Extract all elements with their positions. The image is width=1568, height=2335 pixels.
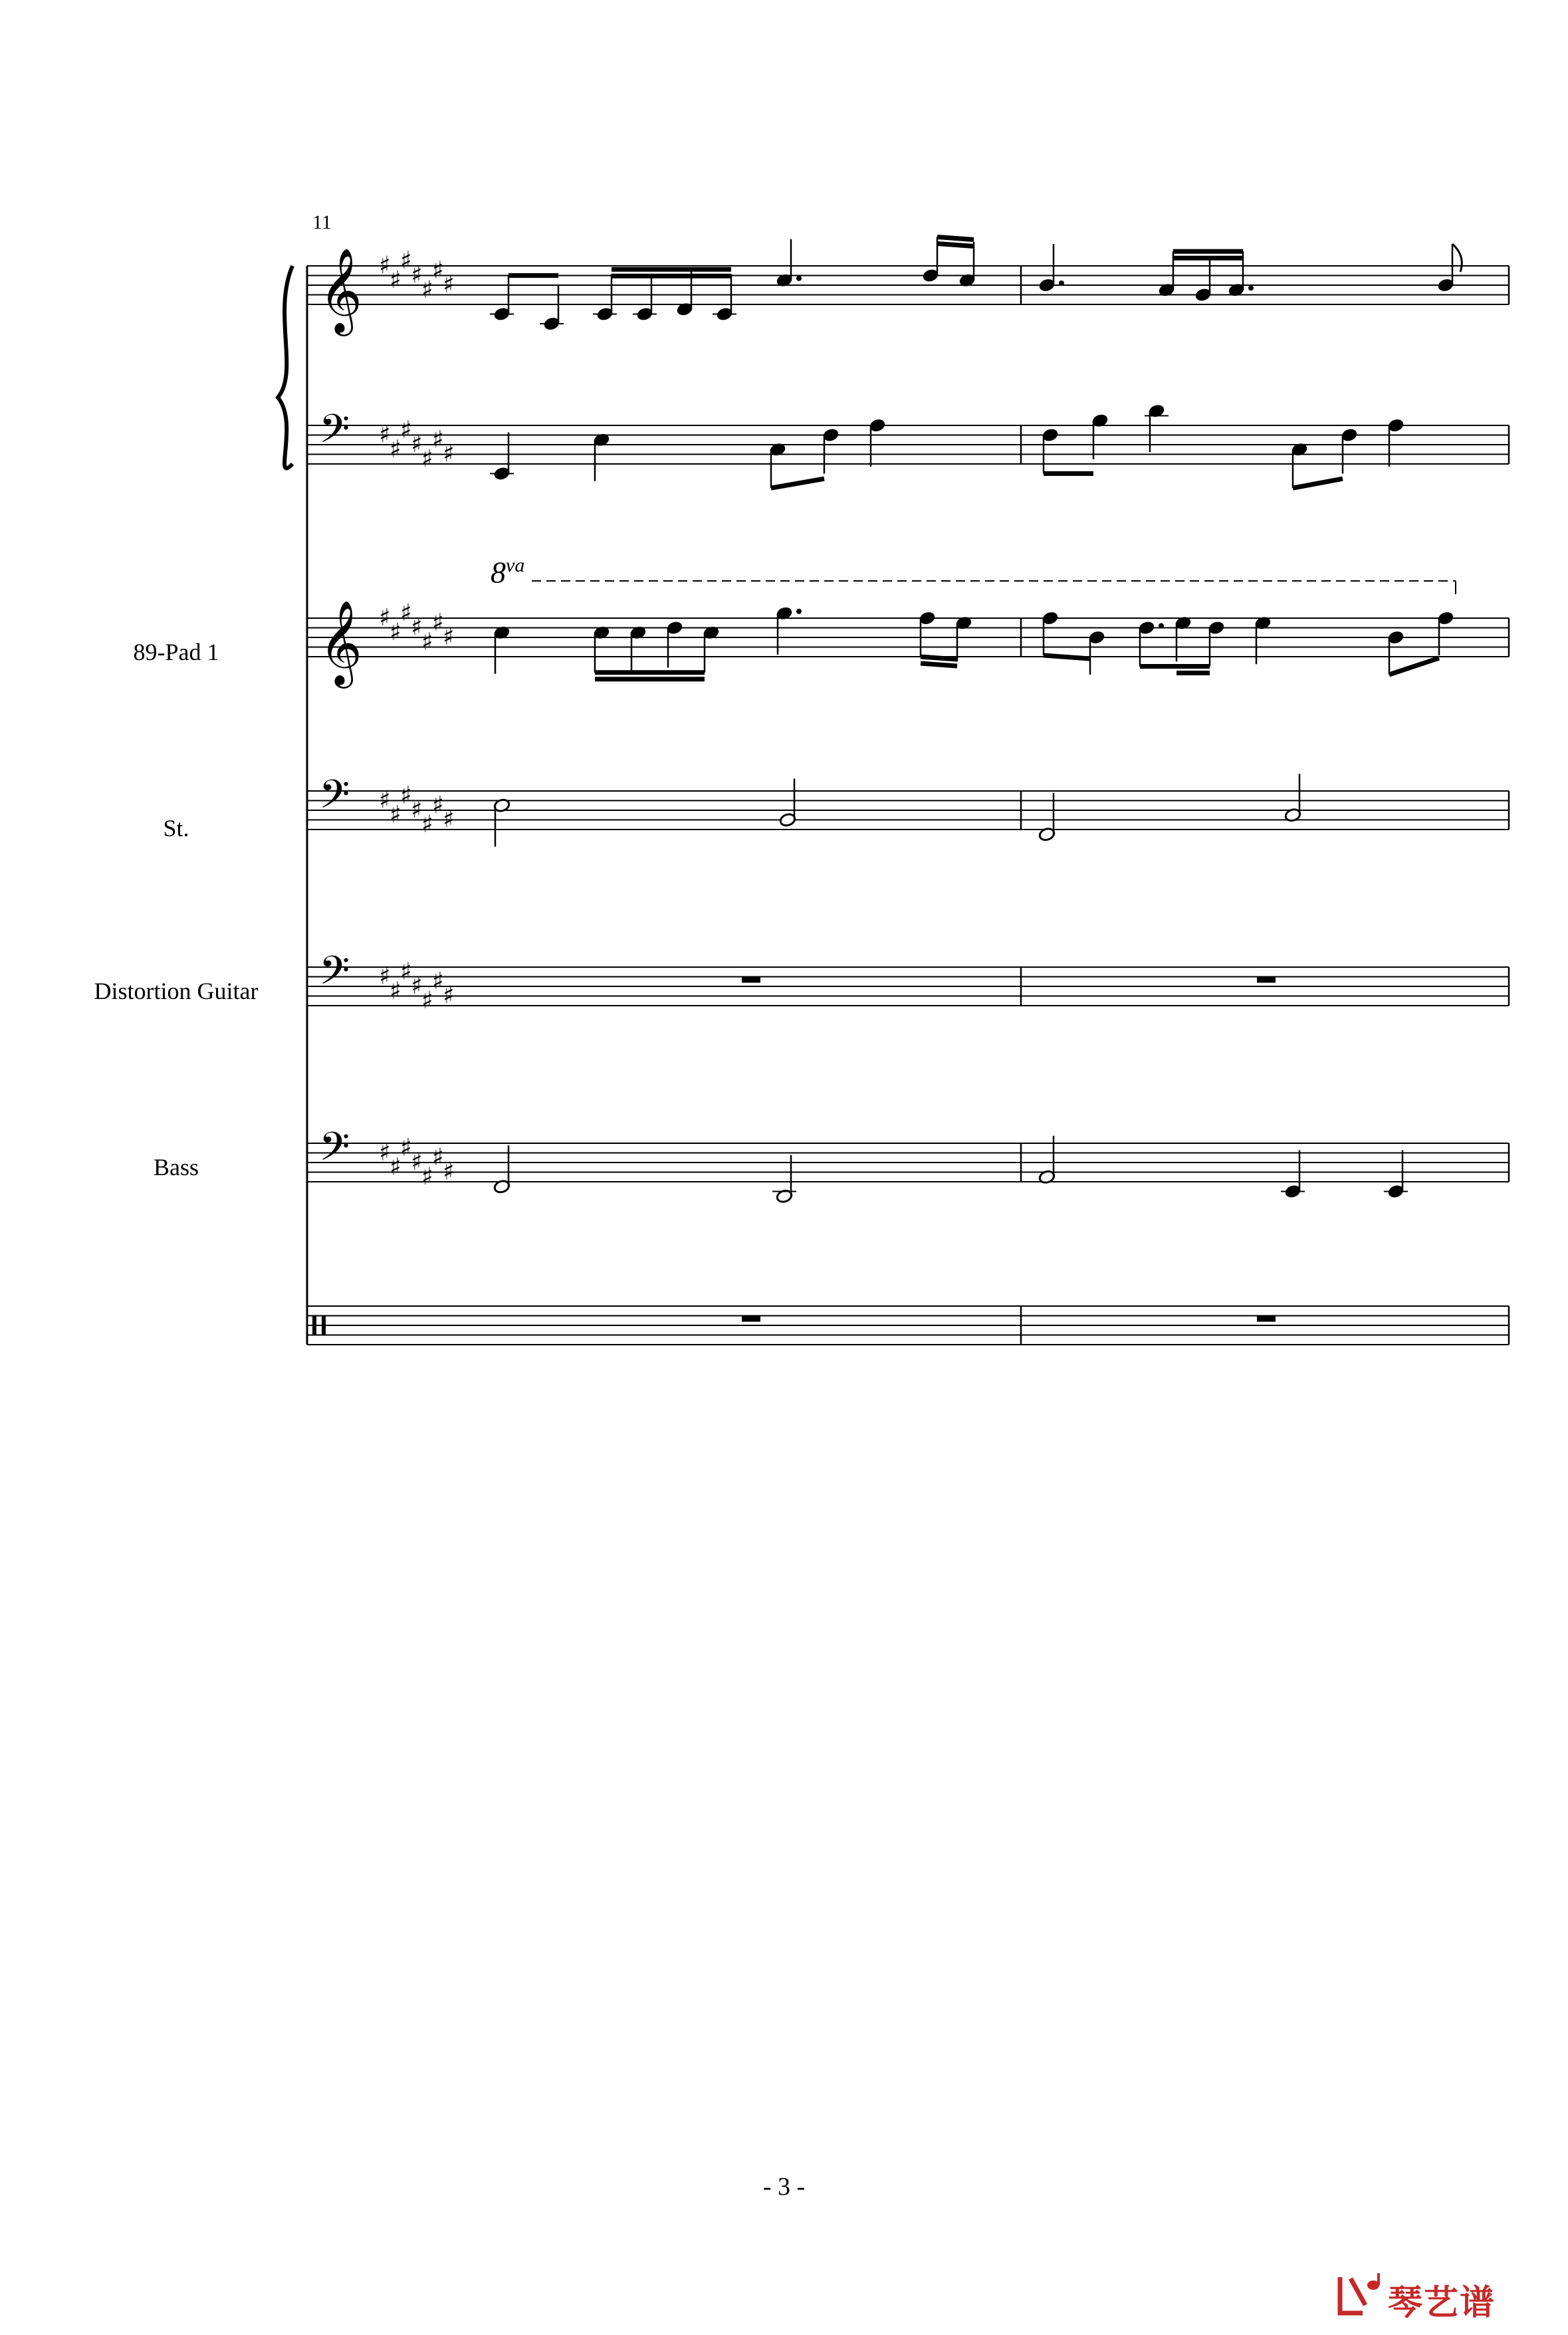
sharp-icon: ♯ [421, 810, 433, 838]
beam [1293, 479, 1343, 488]
whole-rest [742, 977, 760, 983]
ottava-mark: $8^{va}$ [491, 554, 525, 590]
sharp-icon: ♯ [400, 1134, 412, 1162]
beam [1044, 655, 1090, 659]
instrument-label-guitar: Distortion Guitar [94, 978, 259, 1004]
sharp-icon: ♯ [379, 252, 391, 279]
measure-number: 11 [312, 211, 332, 233]
sharp-icon: ♯ [400, 247, 412, 275]
sharp-icon: ♯ [400, 782, 412, 810]
whole-rest [742, 1316, 760, 1322]
flag [1452, 244, 1462, 272]
augmentation-dot [796, 609, 802, 614]
sharp-icon: ♯ [379, 421, 391, 449]
sharp-icon: ♯ [390, 266, 401, 294]
sharp-icon: ♯ [390, 435, 401, 463]
sharp-icon: ♯ [379, 962, 391, 990]
beam [771, 479, 824, 488]
instrument-label-strings: St. [163, 815, 189, 841]
sharp-icon: ♯ [411, 972, 423, 1000]
sharp-icon: ♯ [390, 801, 401, 829]
sharp-icon: ♯ [421, 445, 433, 473]
instrument-label-bass: Bass [153, 1154, 199, 1180]
sharp-icon: ♯ [400, 416, 412, 444]
sharp-icon: ♯ [421, 628, 433, 656]
sharp-icon: ♯ [400, 958, 412, 986]
bass-clef-icon: 𝄢 [319, 1123, 350, 1179]
music-note-logo-icon [1336, 2272, 1385, 2318]
sharp-icon: ♯ [411, 1149, 423, 1176]
sharp-icon: ♯ [411, 796, 423, 824]
augmentation-dot [1059, 280, 1064, 286]
sharp-icon: ♯ [411, 431, 423, 458]
sharp-icon: ♯ [443, 982, 455, 1010]
bass-clef-icon: 𝄢 [319, 405, 350, 461]
beam [937, 244, 974, 247]
augmentation-dot [1248, 285, 1254, 290]
augmentation-dot [1159, 623, 1164, 629]
piano-brace [278, 266, 292, 469]
sharp-icon: ♯ [432, 1143, 444, 1171]
bass-clef-icon: 𝄢 [319, 771, 350, 827]
bass-clef-icon: 𝄢 [319, 947, 350, 1003]
sharp-icon: ♯ [379, 786, 391, 814]
sharp-icon: ♯ [443, 271, 455, 298]
sharp-icon: ♯ [432, 967, 444, 995]
beam [1389, 658, 1439, 675]
whole-rest [1257, 977, 1276, 983]
beam [921, 657, 957, 659]
sharp-icon: ♯ [421, 986, 433, 1014]
brand-logo [1336, 2272, 1535, 2323]
sharp-icon: ♯ [432, 791, 444, 819]
sharp-icon: ♯ [379, 1139, 391, 1167]
percussion-clef-icon [322, 1316, 326, 1335]
sharp-icon: ♯ [443, 1158, 455, 1186]
treble-clef-icon: 𝄞 [319, 600, 363, 685]
logo-text: 琴艺谱 [1388, 2283, 1496, 2323]
sharp-icon: ♯ [432, 257, 444, 284]
sharp-icon: ♯ [411, 261, 423, 289]
treble-clef-icon: 𝄞 [319, 247, 363, 332]
sharp-icon: ♯ [443, 623, 455, 651]
percussion-clef-icon [312, 1316, 316, 1335]
sharp-icon: ♯ [411, 613, 423, 641]
augmentation-dot [796, 276, 802, 281]
sharp-icon: ♯ [390, 618, 401, 646]
sharp-icon: ♯ [421, 276, 433, 304]
sharp-icon: ♯ [443, 440, 455, 468]
sharp-icon: ♯ [421, 1163, 433, 1190]
instrument-label-pad: 89-Pad 1 [133, 639, 219, 665]
sharp-icon: ♯ [390, 1153, 401, 1181]
sharp-icon: ♯ [379, 604, 391, 631]
sharp-icon: ♯ [390, 977, 401, 1005]
sharp-icon: ♯ [432, 609, 444, 637]
sharp-icon: ♯ [432, 425, 444, 453]
sharp-icon: ♯ [443, 806, 455, 834]
page-number: - 3 - [762, 2173, 806, 2201]
whole-rest [1257, 1316, 1276, 1322]
sharp-icon: ♯ [400, 599, 412, 627]
beam [921, 663, 957, 666]
beam [937, 237, 974, 240]
